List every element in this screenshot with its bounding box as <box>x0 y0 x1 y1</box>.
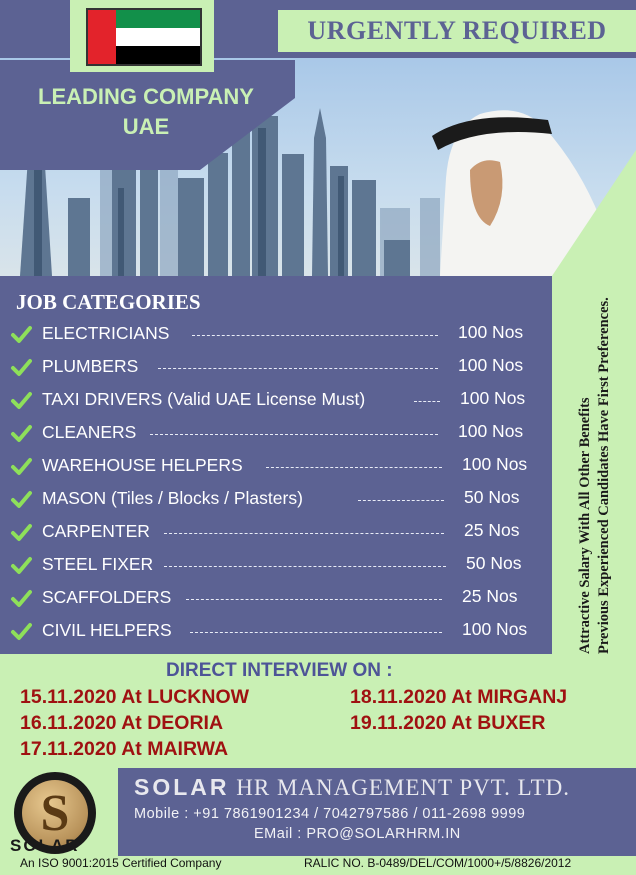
contact-mobile: Mobile : +91 7861901234 / 7042797586 / 011-2698 9999 <box>134 806 526 822</box>
dotted-leader <box>158 368 438 369</box>
dotted-leader <box>150 434 438 435</box>
company-name <box>134 774 570 801</box>
dotted-leader <box>186 599 442 600</box>
flag-badge <box>70 0 214 72</box>
job-name: SCAFFOLDERS <box>42 587 172 607</box>
interview-title: DIRECT INTERVIEW ON : <box>166 660 393 681</box>
iso-certification: An ISO 9001:2015 Certified Company <box>20 856 222 870</box>
job-name: ELECTRICIANS <box>42 323 170 343</box>
job-name: CLEANERS <box>42 422 137 442</box>
job-name: TAXI DRIVERS (Valid UAE License Must) <box>42 389 366 409</box>
headline-urgently-required: URGENTLY REQUIRED <box>278 10 636 52</box>
dotted-leader <box>192 335 438 336</box>
dotted-leader <box>358 500 444 501</box>
job-row <box>10 518 540 546</box>
company-name-rest: HR MANAGEMENT PVT. LTD. <box>236 775 570 800</box>
dotted-leader <box>164 533 444 534</box>
checkmark-icon <box>10 356 32 378</box>
logo-wordmark: SOLAR <box>10 836 80 855</box>
job-row <box>10 320 540 348</box>
job-row <box>10 584 540 612</box>
job-quantity: 100 Nos <box>462 619 528 639</box>
checkmark-icon <box>10 488 32 510</box>
checkmark-icon <box>10 389 32 411</box>
solar-logo-icon: S <box>14 772 96 854</box>
job-row <box>10 353 540 381</box>
interview-date-3: 17.11.2020 At MAIRWA <box>20 738 229 760</box>
contact-email: EMail : PRO@SOLARHRM.IN <box>254 826 461 842</box>
job-quantity: 50 Nos <box>464 487 520 507</box>
checkmark-icon <box>10 521 32 543</box>
checkmark-icon <box>10 455 32 477</box>
job-row <box>10 485 540 513</box>
uae-flag-icon <box>86 8 202 66</box>
job-quantity: 25 Nos <box>462 586 518 606</box>
job-categories-title: JOB CATEGORIES <box>16 290 201 314</box>
job-quantity: 25 Nos <box>464 520 520 540</box>
job-row <box>10 386 540 414</box>
dotted-leader <box>266 467 442 468</box>
side-line-2: Previous Experienced Candidates Have First Preferences. <box>596 297 612 654</box>
leading-company-label <box>10 82 282 142</box>
interview-date-4: 18.11.2020 At MIRGANJ <box>350 686 568 708</box>
checkmark-icon <box>10 587 32 609</box>
job-name: PLUMBERS <box>42 356 139 376</box>
job-row <box>10 551 540 579</box>
ralic-number: RALIC NO. B-0489/DEL/COM/1000+/5/8826/2012 <box>304 856 572 870</box>
job-row <box>10 452 540 480</box>
leading-company-line1: LEADING COMPANY <box>38 84 254 109</box>
side-line-1: Attractive Salary With All Other Benefits <box>577 397 593 654</box>
benefits-side-text <box>576 274 614 654</box>
job-name: MASON (Tiles / Blocks / Plasters) <box>42 488 303 508</box>
job-name: WAREHOUSE HELPERS <box>42 455 243 475</box>
job-name: CIVIL HELPERS <box>42 620 172 640</box>
job-row <box>10 617 540 645</box>
leading-company-line2: UAE <box>122 114 170 139</box>
dotted-leader <box>190 632 442 633</box>
job-quantity: 100 Nos <box>458 355 524 375</box>
dotted-leader <box>164 566 446 567</box>
job-quantity: 100 Nos <box>460 388 526 408</box>
checkmark-icon <box>10 554 32 576</box>
job-quantity: 100 Nos <box>458 421 524 441</box>
job-quantity: 100 Nos <box>458 322 524 342</box>
interview-date-5: 19.11.2020 At BUXER <box>350 712 546 734</box>
job-name: STEEL FIXER <box>42 554 154 574</box>
interview-date-2: 16.11.2020 At DEORIA <box>20 712 224 734</box>
job-quantity: 50 Nos <box>466 553 522 573</box>
checkmark-icon <box>10 323 32 345</box>
job-quantity: 100 Nos <box>462 454 528 474</box>
checkmark-icon <box>10 422 32 444</box>
dotted-leader <box>414 401 440 402</box>
interview-date-1: 15.11.2020 At LUCKNOW <box>20 686 250 708</box>
company-brand: SOLAR <box>134 774 230 800</box>
checkmark-icon <box>10 620 32 642</box>
job-name: CARPENTER <box>42 521 150 541</box>
job-row <box>10 419 540 447</box>
